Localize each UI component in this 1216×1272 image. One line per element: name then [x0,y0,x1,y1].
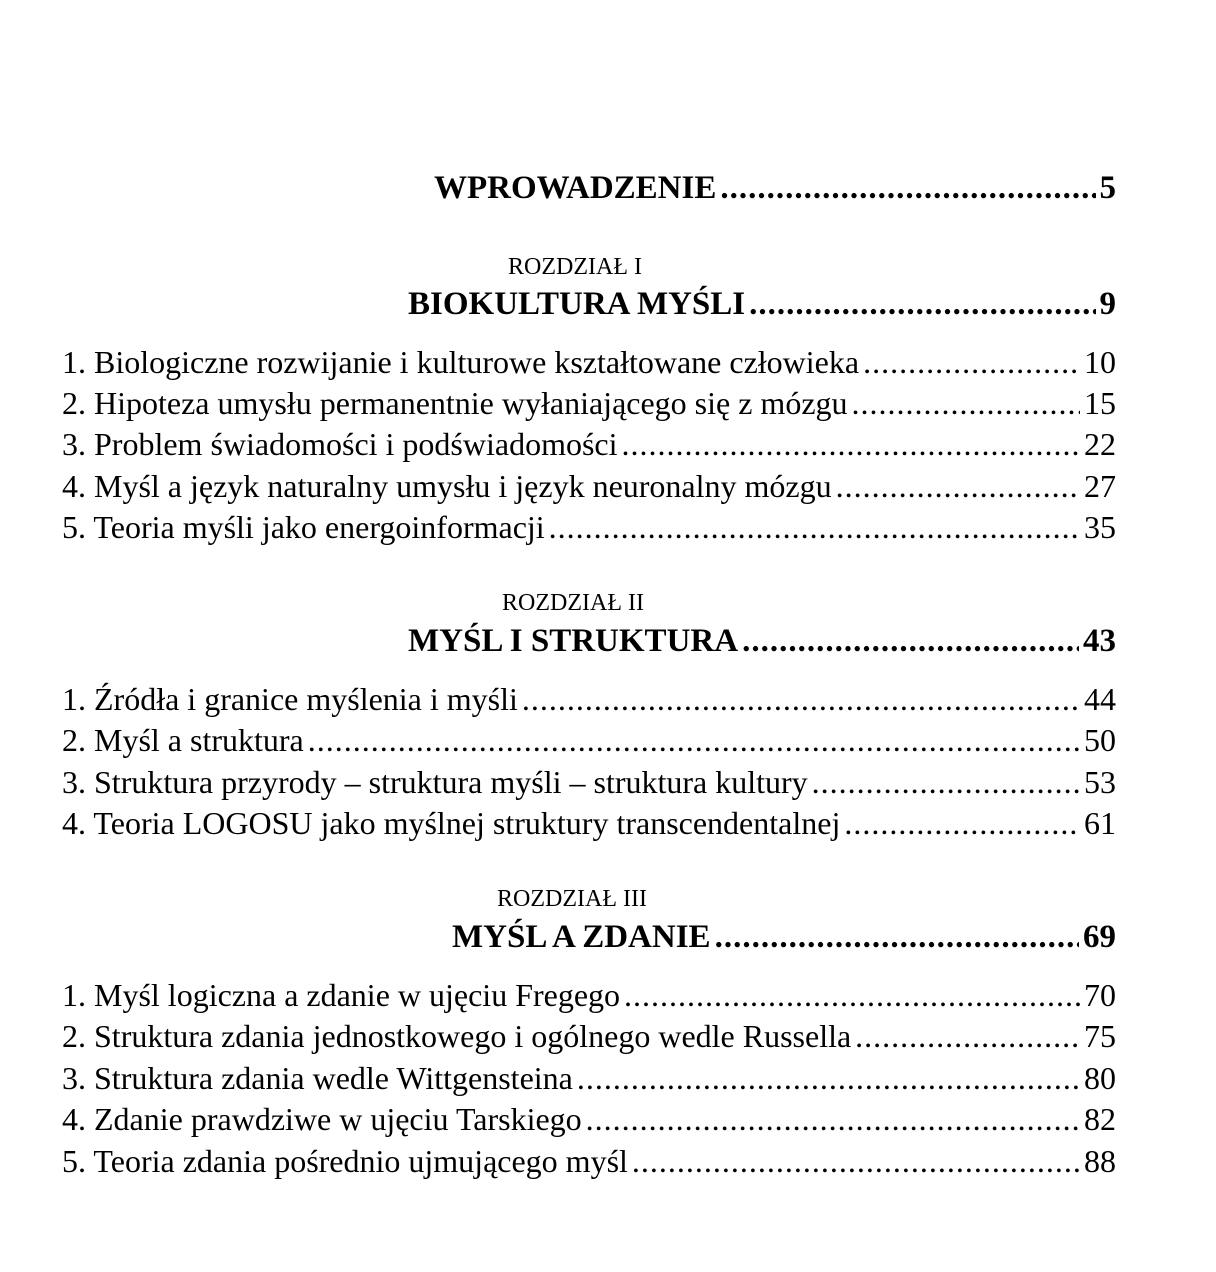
toc-entry-section[interactable]: 2. Myśl a struktura ..... 50 [62,720,1116,760]
toc-entry-section[interactable]: 3. Struktura zdania wedle Wittgensteina ..... 80 [62,1058,1116,1098]
dot-leader [859,342,1080,382]
dot-leader [711,917,1079,957]
dot-leader [573,1058,1080,1098]
toc-entry-section[interactable]: 1. Myśl logiczna a zdanie w ujęciu Fregego ..... 70 [62,975,1116,1015]
dot-leader [808,762,1080,802]
introduction-title: WPROWADZENIE [434,170,717,206]
toc-entry-section[interactable]: 5. Teoria myśli jako energoinformacji ..... 35 [62,507,1116,547]
toc-entry-section[interactable]: 1. Biologiczne rozwijanie i kulturowe kształtowane człowieka ..... 10 [62,342,1116,382]
toc-entry-chapter-1[interactable] [408,284,1116,324]
chapter-1-label: ROZDZIAŁ I [508,254,642,280]
chapter-1-title: BIOKULTURA MYŚLI [408,286,746,322]
toc-entry-section[interactable]: 4. Myśl a język naturalny umysłu i język neuronalny mózgu ..... 27 [62,466,1116,506]
dot-leader [545,507,1080,547]
dot-leader [851,1016,1080,1056]
dot-leader [304,720,1080,760]
chapter-2-label: ROZDZIAŁ II [502,590,644,616]
dot-leader [620,975,1080,1015]
chapter-2-page-number: 43 [1083,623,1116,659]
toc-entry-section[interactable]: 4. Teoria LOGOSU jako myślnej struktury transcendentalnej ..... 61 [62,803,1116,843]
chapter-2-title: MYŚL I STRUKTURA [408,623,739,659]
dot-leader [518,679,1080,719]
toc-entry-section[interactable]: 4. Zdanie prawdziwe w ujęciu Tarskiego ..... 82 [62,1099,1116,1139]
toc-entry-section[interactable]: 3. Problem świadomości i podświadomości ..... 22 [62,424,1116,464]
toc-entry-section[interactable]: 2. Struktura zdania jednostkowego i ogólnego wedle Russella ..... 75 [62,1016,1116,1056]
chapter-3-label: ROZDZIAŁ III [497,886,647,912]
introduction-page-number: 5 [1099,170,1116,206]
dot-leader [618,424,1080,464]
dot-leader [738,621,1079,661]
toc-entry-section[interactable]: 5. Teoria zdania pośrednio ujmującego myśl ..... 88 [62,1141,1116,1181]
toc-entry-section[interactable]: 3. Struktura przyrody – struktura myśli – struktura kultury ..... 53 [62,762,1116,802]
dot-leader [628,1141,1080,1181]
dot-leader [716,168,1095,208]
chapter-3-title: MYŚL A ZDANIE [452,919,711,955]
chapter-3-page-number: 69 [1083,919,1116,955]
dot-leader [840,803,1080,843]
toc-entry-section[interactable]: 2. Hipoteza umysłu permanentnie wyłaniającego się z mózgu ..... 15 [62,383,1116,423]
toc-entry-introduction[interactable] [434,168,1116,208]
toc-entry-chapter-3[interactable] [452,917,1116,957]
chapter-1-page-number: 9 [1099,286,1116,322]
toc-entry-section[interactable]: 1. Źródła i granice myślenia i myśli ..... 44 [62,679,1116,719]
dot-leader [832,466,1080,506]
toc-entry-chapter-2[interactable] [408,621,1116,661]
dot-leader [745,284,1095,324]
dot-leader [582,1099,1080,1139]
dot-leader [848,383,1080,423]
